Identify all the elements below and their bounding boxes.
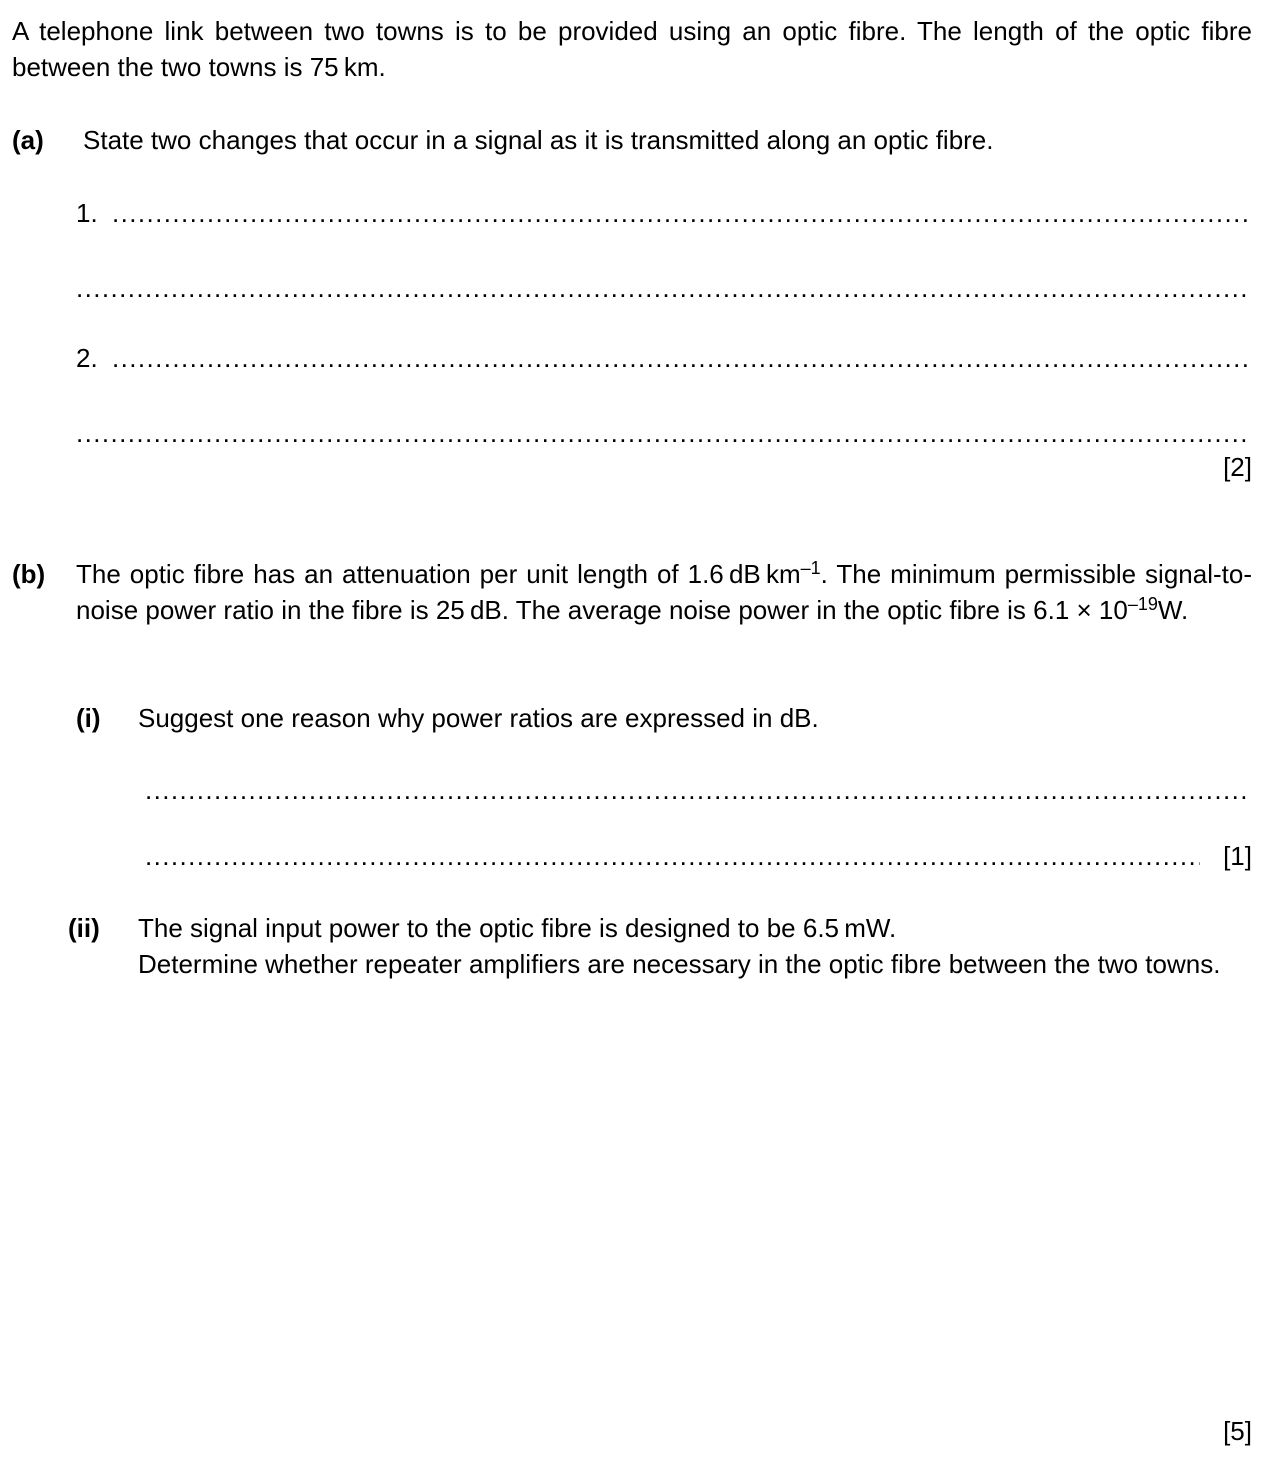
- answer-2-line-2[interactable]: [76, 418, 1250, 448]
- part-b-i-marks: [1]: [1223, 841, 1252, 871]
- part-b-label: (b): [12, 559, 46, 589]
- answer-2-number: 2.: [76, 343, 98, 373]
- part-b-ii-line-2: Determine whether repeater amplifiers are necessary in the optic fibre between the two towns.: [138, 949, 1221, 979]
- part-a-marks: [2]: [1223, 452, 1252, 482]
- part-b-stem-sup-2: –19: [1127, 594, 1158, 614]
- part-b-i-answer-line-2[interactable]: [145, 841, 1200, 871]
- part-b-stem-2: . The minimum permissible signal-to-noise power ratio in the fibre is 25 dB. The average noise power in the optic fibre is 6.1 × 10: [76, 559, 1252, 625]
- part-b-ii-label: (ii): [68, 913, 100, 943]
- part-a-label: (a): [12, 125, 44, 155]
- part-b-ii-text: [138, 910, 1252, 982]
- answer-2-line-1[interactable]: [112, 343, 1250, 373]
- answer-1-number: 1.: [76, 198, 98, 228]
- part-b-stem: [76, 556, 1252, 628]
- intro-text: A telephone link between two towns is to be provided using an optic fibre. The length of the optic fibre between the two towns is 75 km.: [12, 16, 1252, 82]
- part-b-i-question: Suggest one reason why power ratios are expressed in dB.: [138, 703, 819, 733]
- part-b-stem-3: W.: [1157, 595, 1189, 625]
- part-b-stem-1: The optic fibre has an attenuation per unit length of 1.6 dB km: [76, 559, 801, 589]
- part-b-i-answer-line-1[interactable]: [145, 775, 1250, 805]
- part-b-ii-line-1: The signal input power to the optic fibre is designed to be 6.5 mW.: [138, 913, 897, 943]
- answer-1-line-1[interactable]: [112, 198, 1250, 228]
- answer-1-line-2[interactable]: [76, 273, 1250, 303]
- part-a-question: State two changes that occur in a signal as it is transmitted along an optic fibre.: [83, 125, 994, 155]
- part-b-stem-sup-1: –1: [800, 558, 821, 578]
- part-b-i-label: (i): [76, 703, 101, 733]
- part-b-ii-marks: [5]: [1223, 1416, 1252, 1446]
- part-b-ii-working-space[interactable]: [138, 1030, 1252, 1390]
